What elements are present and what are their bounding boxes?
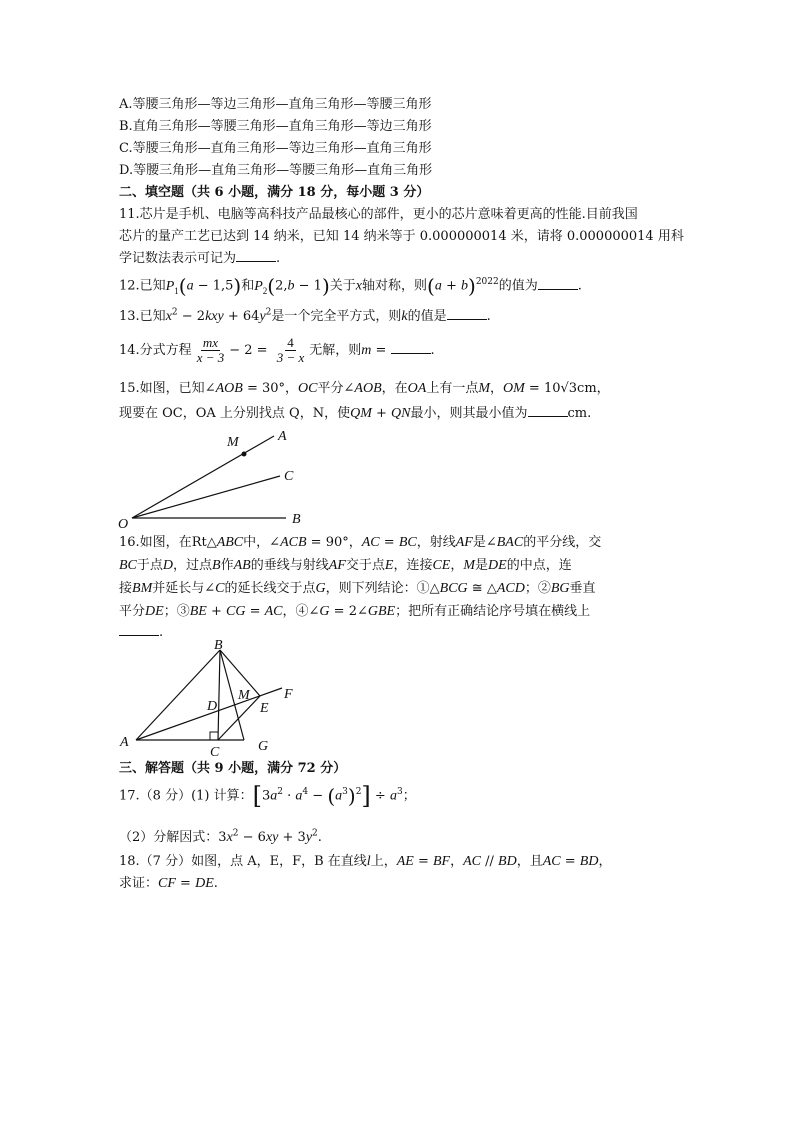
label-a: A: [278, 429, 287, 444]
answer-blank[interactable]: [119, 622, 159, 636]
q16-line3: 接BM并延长与∠C的延长线交于点G，则下列结论：①△BCG ≅ △ACD；②BG垂直: [119, 581, 596, 596]
q11-line3: 学记数法表示可记为 .: [119, 248, 280, 270]
label-b: B: [214, 638, 223, 653]
label-a: A: [120, 735, 129, 750]
q11-line2: 芯片的量产工艺已达到 14 纳米，已知 14 纳米等于 0.000000014 米，请将 0.000000014 用科: [119, 229, 684, 244]
ray-oc: [132, 476, 280, 518]
label-g: G: [258, 739, 269, 754]
q16-line4: 平分DE；③BE + CG = AC，④∠G = 2∠GBE；把所有正确结论序号填在横线上: [119, 604, 591, 619]
answer-blank[interactable]: [447, 306, 487, 320]
q18-line2: 求证：CF = DE.: [119, 876, 218, 891]
q12: 12.已知$P_1(a - 1,5)$和$P_2(2,b - 1)$关于x轴对称，则$(a + b)^{2022}$的值为 .: [119, 274, 582, 298]
q16-figure: [114, 636, 314, 760]
line-bc: [218, 650, 220, 740]
label-f: F: [284, 687, 293, 702]
q14: 14.分式方程 $\frac{mx}{x - 3}$ − 2 = $\frac{4}{3 - x}$ 无解，则m = .: [119, 335, 435, 365]
option-a: A.等腰三角形—等边三角形—直角三角形—等腰三角形: [119, 97, 432, 112]
q16-line5: .: [119, 622, 163, 644]
option-b: B.直角三角形—等腰三角形—直角三角形—等边三角形: [119, 119, 432, 134]
answer-blank[interactable]: [391, 340, 431, 354]
q15-figure: [114, 424, 314, 532]
answer-blank[interactable]: [528, 403, 568, 417]
section2-title: 二、填空题（共 6 小题，满分 18 分，每小题 3 分）: [119, 185, 430, 200]
label-d: D: [207, 699, 218, 714]
label-m: M: [238, 688, 250, 703]
q16-line1: 16.如图，在Rt△ABC中，∠ACB = 90°，AC = BC，射线AF是∠BAC的平分线，交: [119, 535, 602, 550]
label-o: O: [118, 517, 129, 532]
q15-line2: 现要在 OC，OA 上分别找点 Q，N，使QM + QN最小，则其最小值为 cm.: [119, 403, 591, 425]
label-c: C: [210, 745, 220, 760]
option-c: C.等腰三角形—直角三角形—等边三角形—直角三角形: [119, 141, 432, 156]
ray-oa: [132, 436, 274, 518]
option-d: D.等腰三角形—直角三角形—等腰三角形—直角三角形: [119, 163, 433, 178]
label-b: B: [292, 512, 301, 527]
right-angle-mark: [210, 732, 218, 740]
answer-blank[interactable]: [538, 276, 578, 290]
label-m: M: [227, 435, 239, 450]
answer-blank[interactable]: [236, 248, 276, 262]
label-c: C: [284, 469, 294, 484]
q13: 13.已知$x^2 - 2kxy + 64y^2$是一个完全平方式，则k的值是 .: [119, 307, 491, 324]
q16-line2: BC于点D，过点B作AB的垂线与射线AF交于点E，连接CE，M是DE的中点，连: [119, 558, 572, 573]
label-e: E: [260, 701, 269, 716]
section3-title: 三、解答题（共 9 小题，满分 72 分）: [119, 761, 347, 776]
q15-line1: 15.如图，已知∠AOB = 30°，OC平分∠AOB，在OA上有一点M，OM = 10√3cm，: [119, 381, 610, 396]
q17-part1: 17.（8 分）(1) 计算：$[3a^2 \cdot a^4 - (a^3)^2] \div a^3$；: [119, 782, 416, 810]
point-m: [242, 452, 247, 457]
q11-line1: 11.芯片是手机、电脑等高科技产品最核心的部件，更小的芯片意味着更高的性能.目前我国: [119, 207, 638, 222]
q18-line1: 18.（7 分）如图，点 A，E，F，B 在直线l上，AE = BF，AC // BD，且AC = BD，: [119, 854, 612, 869]
q17-part2: （2）分解因式：$3x^2 - 6xy + 3y^2$.: [119, 828, 322, 845]
line-ab: [136, 650, 220, 740]
